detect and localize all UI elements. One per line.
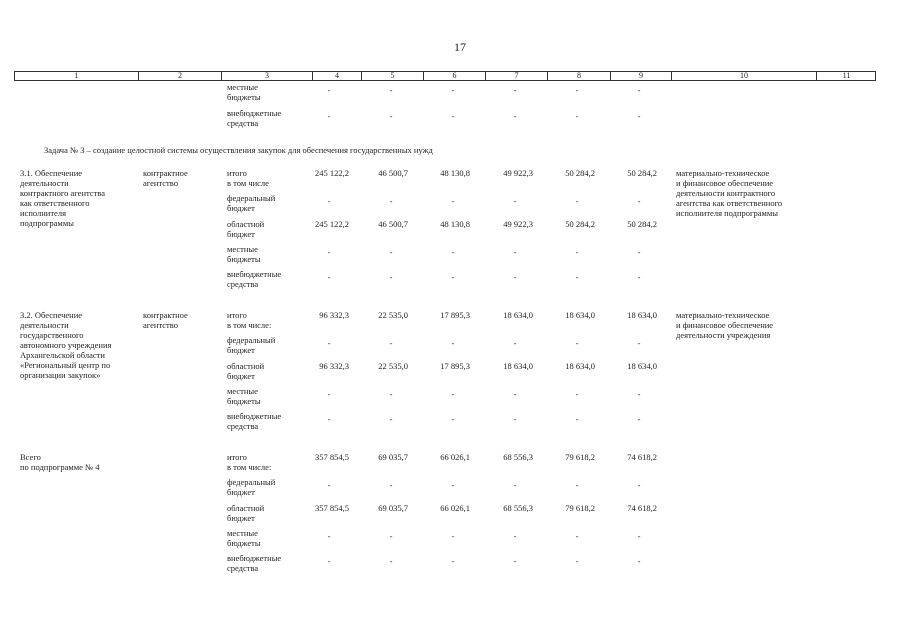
- block-2-row-value: 17 895,3: [440, 361, 470, 371]
- block-3-row-source-line: федеральный: [227, 477, 276, 487]
- block-2-name-line: деятельности: [20, 320, 69, 330]
- block-2-result-line: и финансовое обеспечение: [676, 320, 774, 330]
- block-2-row-value-dash: -: [513, 414, 517, 424]
- block-2-row-value: 22 535,0: [378, 361, 408, 371]
- cont-row-source-line: бюджеты: [227, 92, 261, 102]
- cont-row-value-dash: -: [327, 111, 331, 121]
- block-3-row-source-line: областной: [227, 503, 265, 513]
- block-3-row-value-dash: -: [575, 556, 579, 566]
- block-1-row-source-line: итого: [227, 168, 247, 178]
- block-1-row-value-dash: -: [389, 272, 393, 282]
- block-3-row-source-line: итого: [227, 452, 247, 462]
- block-1-row-source-line: федеральный: [227, 193, 276, 203]
- block-3-row-value: 66 026,1: [440, 452, 470, 462]
- block-1-result-line: и финансовое обеспечение: [676, 178, 774, 188]
- block-1-row-value: 245 122,2: [315, 219, 349, 229]
- block-2-row-value: 18 634,0: [503, 310, 533, 320]
- block-2-name-line: 3.2. Обеспечение: [20, 310, 83, 320]
- block-1-result-line: исполнителя подпрограммы: [676, 208, 779, 218]
- block-3-row-value: 357 854,5: [315, 503, 349, 513]
- cont-row-value-dash: -: [389, 85, 393, 95]
- block-3-row-value-dash: -: [637, 556, 641, 566]
- block-1-row-value-dash: -: [575, 272, 579, 282]
- cont-row-value-dash: -: [327, 85, 331, 95]
- block-1-row-value-dash: -: [451, 196, 455, 206]
- block-2-row-value-dash: -: [451, 414, 455, 424]
- cont-row-source-line: местные: [227, 82, 258, 92]
- block-2-row-value: 17 895,3: [440, 310, 470, 320]
- block-3-row-value-dash: -: [575, 480, 579, 490]
- header-col-10: 10: [671, 72, 816, 80]
- block-1-row-source-line: бюджет: [227, 229, 255, 239]
- block-1-row-value: 245 122,2: [315, 168, 349, 178]
- block-3-row-value-dash: -: [451, 480, 455, 490]
- header-col-5: 5: [361, 72, 423, 80]
- block-1-row-value-dash: -: [513, 196, 517, 206]
- block-1-row-value: 48 130,8: [440, 219, 470, 229]
- block-2-row-value-dash: -: [389, 389, 393, 399]
- block-1-row-value-dash: -: [637, 247, 641, 257]
- cont-row-source-line: внебюджетные: [227, 108, 282, 118]
- header-col-4: 4: [312, 72, 361, 80]
- block-2-row-source-line: итого: [227, 310, 247, 320]
- cont-row-value-dash: -: [575, 85, 579, 95]
- header-col-3: 3: [221, 72, 312, 80]
- block-2-row-value-dash: -: [637, 414, 641, 424]
- block-1-result-line: материально-техническое: [676, 168, 770, 178]
- block-2-row-value-dash: -: [327, 389, 331, 399]
- block-2-row-source-line: бюджеты: [227, 396, 261, 406]
- block-3-row-source-line: средства: [227, 563, 259, 573]
- block-1-row-source-line: областной: [227, 219, 265, 229]
- block-3-row-value-dash: -: [451, 531, 455, 541]
- block-1-row-value: 49 922,3: [503, 219, 533, 229]
- block-3-row-value: 68 556,3: [503, 503, 533, 513]
- block-3-row-value: 69 035,7: [378, 452, 408, 462]
- block-3-row-value: 66 026,1: [440, 503, 470, 513]
- block-1-row-value-dash: -: [327, 272, 331, 282]
- block-3-row-source-line: местные: [227, 528, 258, 538]
- block-2-row-value-dash: -: [513, 338, 517, 348]
- block-2-row-value-dash: -: [451, 338, 455, 348]
- block-1-row-value: 48 130,8: [440, 168, 470, 178]
- block-1-row-value: 46 500,7: [378, 219, 408, 229]
- block-3-row-value-dash: -: [637, 480, 641, 490]
- header-col-8: 8: [547, 72, 610, 80]
- header-col-1: 1: [74, 71, 79, 80]
- cont-row-value-dash: -: [451, 85, 455, 95]
- block-2-name-line: Архангельской области: [20, 350, 105, 360]
- block-1-row-value-dash: -: [389, 196, 393, 206]
- block-3-row-source-line: бюджет: [227, 513, 255, 523]
- cont-row-value-dash: -: [451, 111, 455, 121]
- block-2-row-source-line: бюджет: [227, 371, 255, 381]
- header-col-11: 11: [816, 72, 876, 80]
- block-1-result-line: деятельности контрактного: [676, 188, 776, 198]
- block-2-row-value-dash: -: [327, 338, 331, 348]
- block-1-executor-line: агентство: [143, 178, 178, 188]
- block-2-result-line: материально-техническое: [676, 310, 770, 320]
- cont-row-value-dash: -: [637, 111, 641, 121]
- block-2-row-value-dash: -: [389, 414, 393, 424]
- block-3-row-source-line: внебюджетные: [227, 553, 282, 563]
- block-1-executor-line: контрактное: [143, 168, 188, 178]
- block-1-row-source-line: внебюджетные: [227, 269, 282, 279]
- header-col-6: 6: [423, 72, 485, 80]
- block-2-name-line: организации закупок»: [20, 370, 101, 380]
- block-3-row-value-dash: -: [513, 556, 517, 566]
- block-3-row-source-line: бюджеты: [227, 538, 261, 548]
- block-3-row-value: 79 618,2: [565, 503, 595, 513]
- block-1-row-value-dash: -: [637, 196, 641, 206]
- block-2-row-value-dash: -: [575, 389, 579, 399]
- block-1-row-value: 49 922,3: [503, 168, 533, 178]
- block-2-row-value-dash: -: [637, 389, 641, 399]
- block-1-row-value-dash: -: [327, 196, 331, 206]
- block-2-row-value-dash: -: [637, 338, 641, 348]
- block-1-row-source-line: в том числе: [227, 178, 269, 188]
- block-2-name-line: государственного: [20, 330, 84, 340]
- block-3-row-value: 74 618,2: [627, 503, 657, 513]
- block-1-row-value: 50 284,2: [565, 219, 595, 229]
- block-1-row-value-dash: -: [451, 247, 455, 257]
- block-2-row-value: 18 634,0: [627, 310, 657, 320]
- block-2-row-source-line: бюджет: [227, 345, 255, 355]
- table-header-row: [14, 71, 876, 81]
- block-1-row-value-dash: -: [451, 272, 455, 282]
- block-2-executor-line: контрактное: [143, 310, 188, 320]
- block-3-row-value-dash: -: [389, 556, 393, 566]
- block-2-row-source-line: местные: [227, 386, 258, 396]
- block-3-row-value-dash: -: [327, 556, 331, 566]
- block-3-row-value-dash: -: [389, 480, 393, 490]
- block-2-row-value-dash: -: [575, 338, 579, 348]
- block-2-row-value-dash: -: [389, 338, 393, 348]
- header-col-9: 9: [610, 72, 671, 80]
- block-3-row-value: 74 618,2: [627, 452, 657, 462]
- block-1-name-line: деятельности: [20, 178, 69, 188]
- block-2-row-source-line: в том числе:: [227, 320, 272, 330]
- block-3-row-value: 69 035,7: [378, 503, 408, 513]
- block-3-row-value: 357 854,5: [315, 452, 349, 462]
- block-2-name-line: автономного учреждения: [20, 340, 112, 350]
- block-3-row-value-dash: -: [513, 480, 517, 490]
- block-1-row-source-line: местные: [227, 244, 258, 254]
- block-2-executor-line: агентство: [143, 320, 178, 330]
- block-1-row-value-dash: -: [513, 247, 517, 257]
- block-1-name-line: как ответственного: [20, 198, 90, 208]
- block-1-name-line: исполнителя: [20, 208, 66, 218]
- block-1-row-value-dash: -: [513, 272, 517, 282]
- cont-row-value-dash: -: [575, 111, 579, 121]
- block-1-row-source-line: бюджеты: [227, 254, 261, 264]
- block-3-row-value-dash: -: [327, 531, 331, 541]
- cont-row-source-line: средства: [227, 118, 259, 128]
- block-2-row-value: 22 535,0: [378, 310, 408, 320]
- cont-row-value-dash: -: [389, 111, 393, 121]
- block-2-row-source-line: средства: [227, 421, 259, 431]
- block-3-row-value-dash: -: [637, 531, 641, 541]
- block-2-row-value-dash: -: [327, 414, 331, 424]
- block-3-row-source-line: бюджет: [227, 487, 255, 497]
- block-2-row-source-line: федеральный: [227, 335, 276, 345]
- block-3-row-value: 68 556,3: [503, 452, 533, 462]
- block-3-row-value-dash: -: [451, 556, 455, 566]
- block-1-row-value: 46 500,7: [378, 168, 408, 178]
- block-2-row-source-line: внебюджетные: [227, 411, 282, 421]
- block-3-name-line: по подпрограмме № 4: [20, 462, 100, 472]
- task-title: Задача № 3 – создание целостной системы осуществления закупок для обеспечения государственных нужд: [44, 145, 433, 155]
- block-2-name-line: «Региональный центр по: [20, 360, 111, 370]
- block-3-row-value-dash: -: [389, 531, 393, 541]
- block-3-row-value-dash: -: [513, 531, 517, 541]
- block-1-row-value: 50 284,2: [627, 168, 657, 178]
- block-2-row-value: 18 634,0: [565, 361, 595, 371]
- block-3-row-value-dash: -: [575, 531, 579, 541]
- block-3-row-source-line: в том числе:: [227, 462, 272, 472]
- page-number: 17: [454, 40, 466, 54]
- block-2-row-value: 18 634,0: [565, 310, 595, 320]
- block-2-row-value-dash: -: [575, 414, 579, 424]
- block-1-row-value-dash: -: [327, 247, 331, 257]
- block-2-row-value: 96 332,3: [319, 361, 349, 371]
- cont-row-value-dash: -: [513, 85, 517, 95]
- block-1-result-line: агентства как ответственного: [676, 198, 783, 208]
- block-2-row-value: 18 634,0: [627, 361, 657, 371]
- block-2-row-source-line: областной: [227, 361, 265, 371]
- cont-row-value-dash: -: [637, 85, 641, 95]
- block-1-row-value-dash: -: [575, 247, 579, 257]
- block-3-name-line: Всего: [20, 452, 41, 462]
- block-1-name-line: 3.1. Обеспечение: [20, 168, 83, 178]
- block-1-name-line: контрактного агентства: [20, 188, 105, 198]
- block-2-row-value-dash: -: [513, 389, 517, 399]
- block-2-row-value-dash: -: [451, 389, 455, 399]
- block-2-row-value: 96 332,3: [319, 310, 349, 320]
- block-2-row-value: 18 634,0: [503, 361, 533, 371]
- block-3-row-value-dash: -: [327, 480, 331, 490]
- cont-row-value-dash: -: [513, 111, 517, 121]
- block-1-row-source-line: бюджет: [227, 203, 255, 213]
- block-3-row-value: 79 618,2: [565, 452, 595, 462]
- block-1-row-value-dash: -: [637, 272, 641, 282]
- block-1-name-line: подпрограммы: [20, 218, 74, 228]
- block-2-result-line: деятельности учреждения: [676, 330, 771, 340]
- block-1-row-value-dash: -: [575, 196, 579, 206]
- block-1-row-value: 50 284,2: [565, 168, 595, 178]
- block-1-row-source-line: средства: [227, 279, 259, 289]
- block-1-row-value: 50 284,2: [627, 219, 657, 229]
- block-1-row-value-dash: -: [389, 247, 393, 257]
- header-col-7: 7: [485, 72, 547, 80]
- header-col-2: 2: [138, 72, 221, 80]
